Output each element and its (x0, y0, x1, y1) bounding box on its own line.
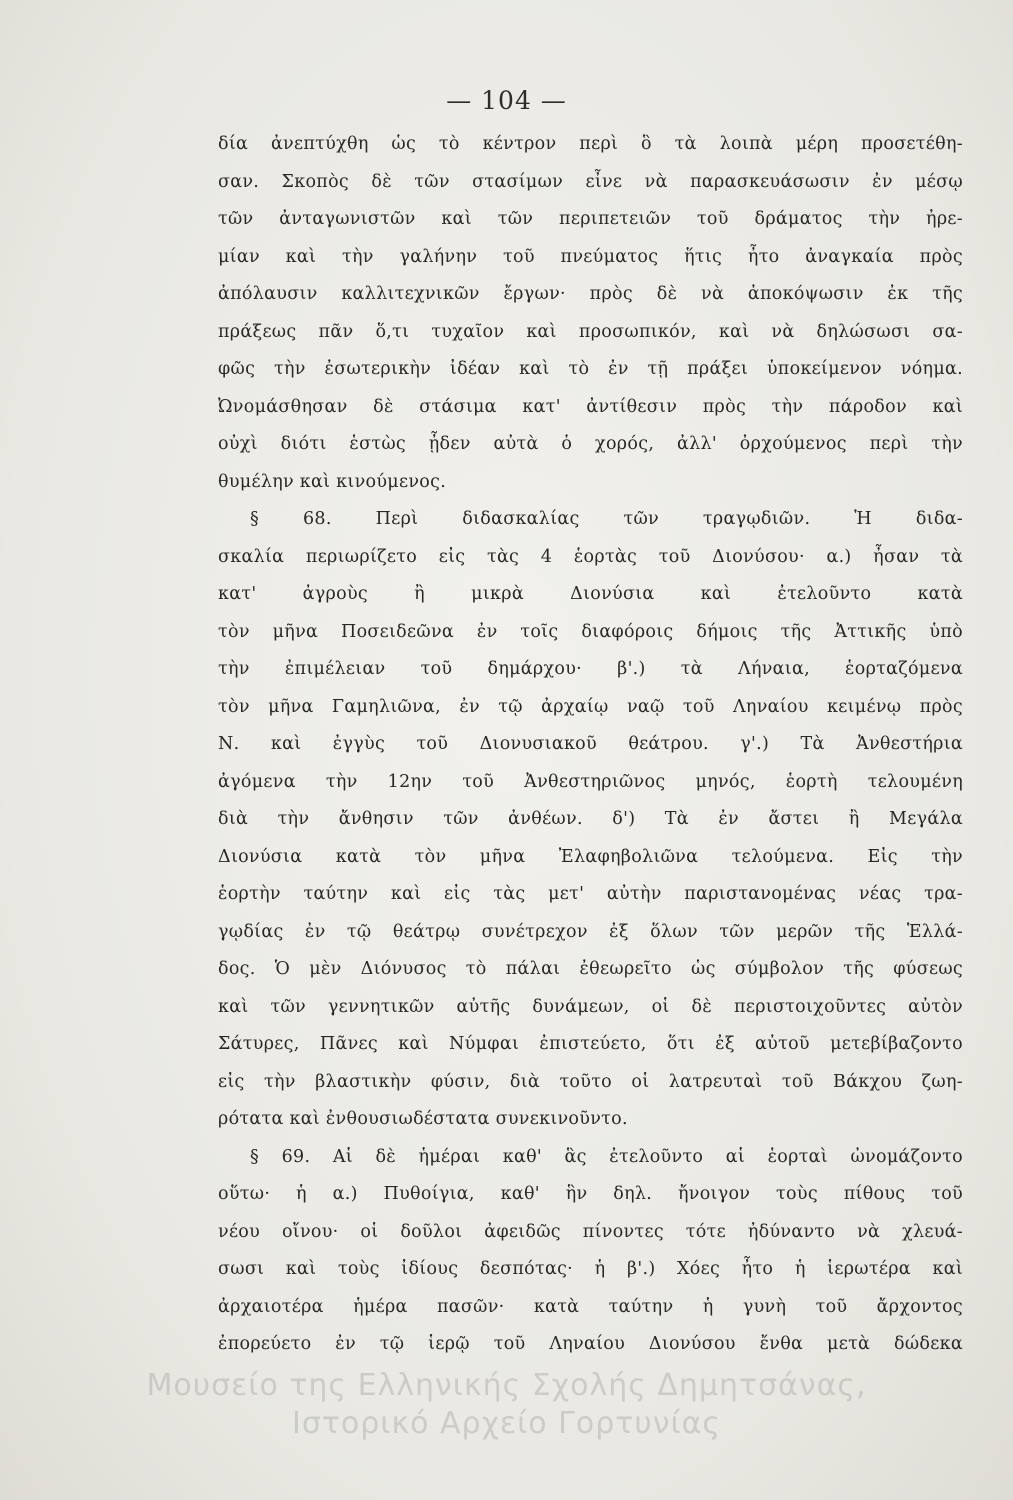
text-line: θυμέλην καὶ κινούμενος. (218, 471, 447, 492)
text-line: Διονύσια κατὰ τὸν μῆνα Ἐλαφηβολιῶνα τελούμενα. Εἰς τὴν (218, 846, 963, 867)
text-line: δος. Ὁ μὲν Διόνυσος τὸ πάλαι ἐθεωρεῖτο ὡς σύμβολον τῆς φύσεως (218, 959, 963, 979)
text-line: εἰς τὴν βλαστικὴν φύσιν, διὰ τοῦτο οἱ λατρευταὶ τοῦ Βάκχου ζωη- (218, 1071, 963, 1092)
watermark-line-2: Ιστορικό Αρχείο Γορτυνίας (291, 1406, 722, 1441)
text-line: διὰ τὴν ἄνθησιν τῶν ἀνθέων. δ') Τὰ ἐν ἄστει ἢ Μεγάλα (218, 809, 963, 829)
text-line: φῶς τὴν ἐσωτερικὴν ἰδέαν καὶ τὸ ἐν τῇ πράξει ὑποκείμενον νόημα. (218, 359, 963, 379)
text-line: καὶ τῶν γεννητικῶν αὐτῆς δυνάμεων, οἱ δὲ περιστοιχοῦντες αὐτὸν (218, 996, 963, 1017)
text-line: μίαν καὶ τὴν γαλήνην τοῦ πνεύματος ἥτις ἦτο ἀναγκαία πρὸς (218, 246, 963, 267)
text-line: κατ' ἀγροὺς ἢ μικρὰ Διονύσια καὶ ἐτελοῦντο κατὰ (218, 584, 963, 604)
text-line: ἀπόλαυσιν καλλιτεχνικῶν ἔργων· πρὸς δὲ νὰ ἀποκόψωσιν ἐκ τῆς (218, 284, 963, 304)
text-line: ἑορτὴν ταύτην καὶ εἰς τὰς μετ' αὐτὴν παριστανομένας νέας τρα- (218, 884, 963, 904)
section-heading-68: § 68. Περὶ διδασκαλίας τῶν τραγῳδιῶν. Ἡ διδα- (250, 509, 963, 529)
text-line: σκαλία περιωρίζετο εἰς τὰς 4 ἑορτὰς τοῦ Διονύσου· α.) ἦσαν τὰ (218, 546, 963, 567)
text-line: δία ἀνεπτύχθη ὡς τὸ κέντρον περὶ ὃ τὰ λοιπὰ μέρη προσετέθη- (218, 134, 963, 154)
text-line: ἐπορεύετο ἐν τῷ ἱερῷ τοῦ Ληναίου Διονύσου ἔνθα μετὰ δώδεκα (218, 1334, 963, 1354)
text-line: τὸν μῆνα Γαμηλιῶνα, ἐν τῷ ἀρχαίῳ ναῷ τοῦ Ληναίου κειμένῳ πρὸς (218, 696, 963, 717)
text-line: τὴν ἐπιμέλειαν τοῦ δημάρχου· β'.) τὰ Λήναια, ἑορταζόμενα (218, 659, 963, 679)
page-number: — 104 — (446, 86, 567, 115)
text-line: ἀγόμενα τὴν 12ην τοῦ Ἀνθεστηριῶνος μηνός, ἑορτὴ τελουμένη (218, 771, 963, 792)
text-line: σαν. Σκοπὸς δὲ τῶν στασίμων εἶνε νὰ παρασκευάσωσιν ἐν μέσῳ (218, 171, 963, 192)
section-heading-69: § 69. Αἱ δὲ ἡμέραι καθ' ἃς ἐτελοῦντο αἱ ἑορταὶ ὠνομάζοντο (250, 1146, 963, 1167)
text-line: νέου οἴνου· οἱ δοῦλοι ἀφειδῶς πίνοντες τότε ἠδύναντο νὰ χλευά- (218, 1221, 963, 1242)
text-line: τῶν ἀνταγωνιστῶν καὶ τῶν περιπετειῶν τοῦ δράματος τὴν ἠρε- (218, 209, 963, 229)
watermark-line-1: Μουσείο της Ελληνικής Σχολής Δημητσάνας, (146, 1368, 867, 1403)
text-line: γῳδίας ἐν τῷ θεάτρῳ συνέτρεχον ἐξ ὅλων τῶν μερῶν τῆς Ἑλλά- (218, 921, 963, 942)
text-line: Ν. καὶ ἐγγὺς τοῦ Διονυσιακοῦ θεάτρου. γ'.) Τὰ Ἀνθεστήρια (218, 734, 963, 754)
body-text (218, 126, 963, 1364)
text-line: τὸν μῆνα Ποσειδεῶνα ἐν τοῖς διαφόροις δήμοις τῆς Ἀττικῆς ὑπὸ (218, 621, 963, 642)
text-line: σωσι καὶ τοὺς ἰδίους δεσπότας· ἡ β'.) Χόες ἦτο ἡ ἱερωτέρα καὶ (218, 1259, 963, 1279)
text-line: οὐχὶ διότι ἑστὼς ᾖδεν αὐτὰ ὁ χορός, ἀλλ' ὀρχούμενος περὶ τὴν (218, 434, 963, 454)
text-line: ἀρχαιοτέρα ἡμέρα πασῶν· κατὰ ταύτην ἡ γυνὴ τοῦ ἄρχοντος (218, 1296, 963, 1317)
text-line: ρότατα καὶ ἐνθουσιωδέστατα συνεκινοῦντο. (218, 1109, 628, 1129)
text-line: πράξεως πᾶν ὅ,τι τυχαῖον καὶ προσωπικόν, καὶ νὰ δηλώσωσι σα- (218, 321, 963, 342)
text-line: οὕτω· ἡ α.) Πυθοίγια, καθ' ἣν δηλ. ἤνοιγον τοὺς πίθους τοῦ (218, 1184, 963, 1204)
text-line: Ὠνομάσθησαν δὲ στάσιμα κατ' ἀντίθεσιν πρὸς τὴν πάροδον καὶ (218, 396, 963, 417)
text-line: Σάτυρες, Πᾶνες καὶ Νύμφαι ἐπιστεύετο, ὅτι ἐξ αὐτοῦ μετεβίβαζοντο (218, 1034, 963, 1054)
